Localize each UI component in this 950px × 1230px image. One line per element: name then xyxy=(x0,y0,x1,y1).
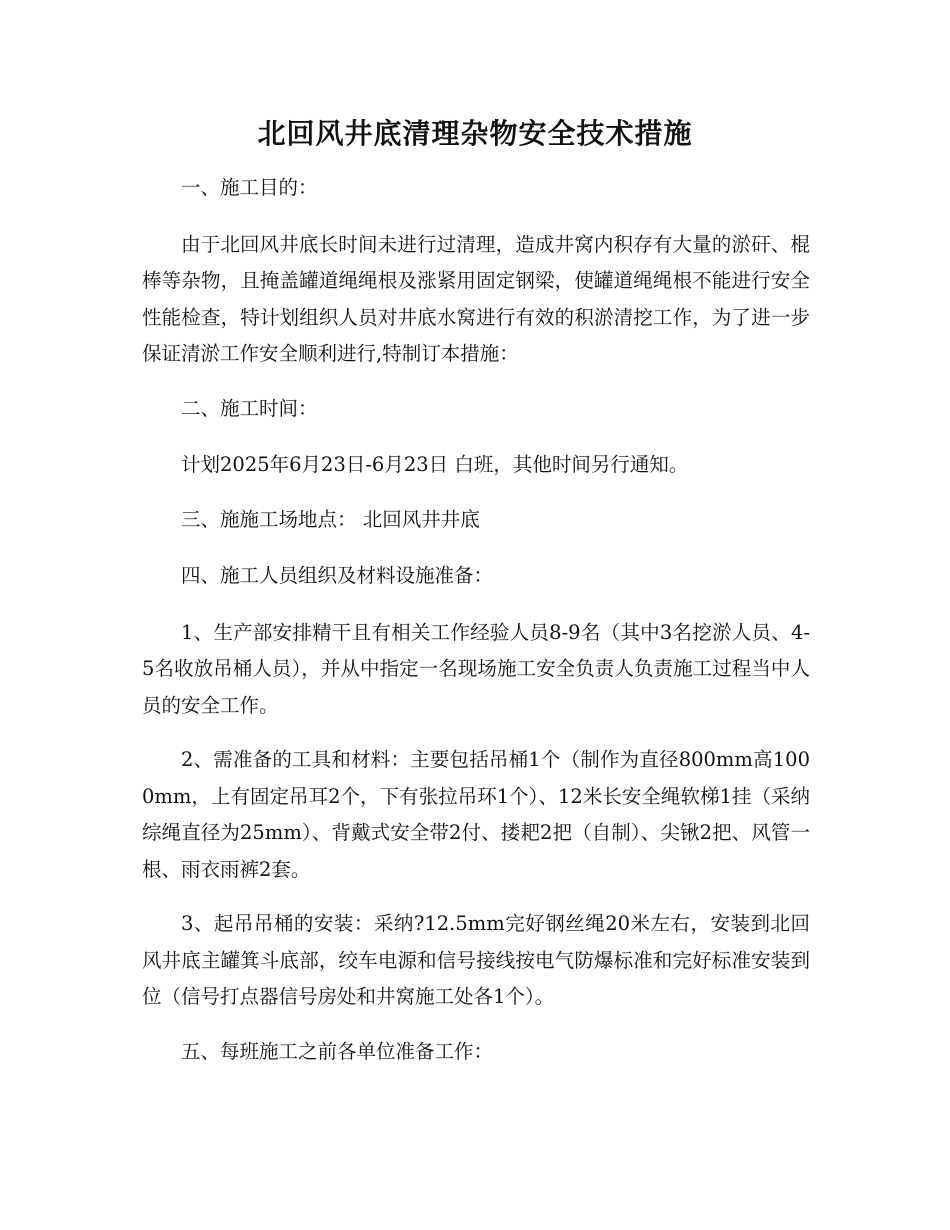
paragraph-time: 计划2025年6月23日-6月23日 白班，其他时间另行通知。 xyxy=(181,453,689,476)
section-heading-time: 二、施工时间： xyxy=(181,396,318,420)
document-title: 北回风井底清理杂物安全技术措施 xyxy=(257,117,693,150)
section-heading-organization: 四、施工人员组织及材料设施准备： xyxy=(181,564,494,587)
section-heading-location: 三、施施工场地点： 北回风井井底 xyxy=(181,507,480,531)
paragraph-staffing: 1、生产部安排精干且有相关工作经验人员8-9名（其中3名挖淤人员、4-5名收放吊桶人员），并从中指定一名现场施工安全负责人负责施工过程当中人员的安全工作。 xyxy=(142,620,810,717)
paragraph-purpose: 由于北回风井底长时间未进行过清理，造成井窝内积存有大量的淤矸、棍棒等杂物，且掩盖罐道绳绳根及涨紧用固定钢梁，使罐道绳绳根不能进行安全性能检查，特计划组织人员对井底水窝进行有效的积淤清挖工作，为了进一步保证清淤工作安全顺利进行,特制订本措施： xyxy=(142,232,810,365)
paragraph-tools: 2、需准备的工具和材料：主要包括吊桶1个（制作为直径800mm高1000mm，上有固定吊耳2个，下有张拉吊环1个）、12米长安全绳软梯1挂（采纳综绳直径为25mm）、背戴式安全带2付、搂耙2把（自制）、尖锹2把、风管一根、雨衣雨裤2套。 xyxy=(142,748,810,881)
document-body xyxy=(142,170,810,1090)
section-heading-purpose: 一、施工目的： xyxy=(181,176,318,199)
paragraph-installation: 3、起吊吊桶的安装：采纳?12.5mm完好钢丝绳20米左右，安装到北回风井底主罐箕斗底部，绞车电源和信号接线按电气防爆标准和完好标准安装到位（信号打点器信号房处和井窝施工处各1个）。 xyxy=(142,912,810,1008)
section-heading-preparation: 五、每班施工之前各单位准备工作： xyxy=(181,1039,494,1063)
